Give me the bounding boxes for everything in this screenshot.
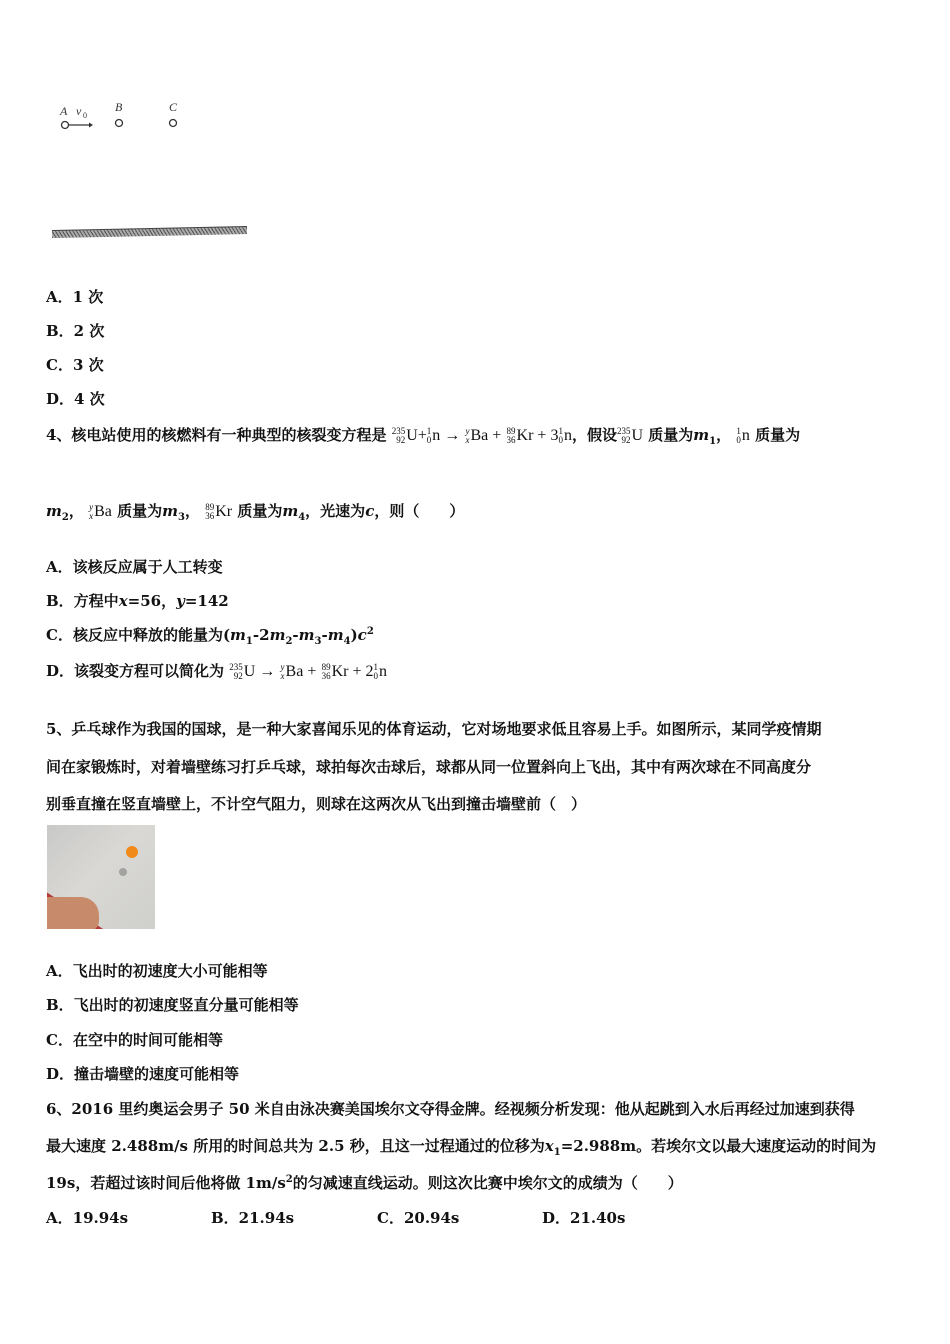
m3: m <box>162 502 178 520</box>
simplified-neutron: 1 0 n <box>373 662 387 682</box>
label-v-sub: 0 <box>83 111 87 120</box>
label-c: C <box>169 100 178 114</box>
q6-stem-line1: 6、2016 里约奥运会男子 50 米自由泳决赛美国埃尔文夺得金牌。经视频分析发现：他从起跳到入水后再经过加速到获得 <box>46 1100 855 1118</box>
q4-option-b-mid: =56， <box>127 592 177 610</box>
q3-option-b[interactable]: B．2 次 <box>46 322 105 340</box>
q6-stem-line3 <box>46 1172 683 1193</box>
q4-mass-label-2: 质量为 <box>755 426 801 444</box>
ping-pong-photo <box>47 825 155 929</box>
arrow-head <box>89 123 93 128</box>
q3-option-a[interactable]: A．1 次 <box>46 288 104 306</box>
q6-option-a[interactable]: A．19.94s <box>46 1209 129 1227</box>
q4-mass-label-3: 质量为 <box>117 502 163 520</box>
q6-line3-suffix: 的匀减速直线运动。则这次比赛中埃尔文的成绩为（ ） <box>292 1174 683 1192</box>
q3-option-d[interactable]: D．4 次 <box>46 390 105 408</box>
label-b: B <box>115 100 123 114</box>
c-symbol: c <box>365 502 375 520</box>
q4-option-d-prefix: D．该裂变方程可以简化为 <box>46 662 225 680</box>
simplified-krypton: 89 36 Kr + 2 <box>321 662 374 682</box>
krypton-nuclide: 89 36 Kr + 3 <box>506 426 559 446</box>
x-var: x <box>118 592 128 610</box>
q6-line2-suffix: =2.988m。若埃尔文以最大速度运动的时间为 <box>560 1137 877 1155</box>
ball-shadow <box>119 868 127 876</box>
unit-exponent: 2 <box>285 1174 293 1185</box>
q4-stem-line1: 4、核电站使用的核燃料有一种典型的核裂变方程是 235 92 U+ 1 0 n → y x Ba + 89 36 Kr + 3 1 0 n，假设 235 92 U 质量为$m_1$， 1 0 n 质量为 <box>46 426 801 447</box>
krypton-symbol: 89 36 Kr <box>205 502 233 522</box>
q6-option-d[interactable]: D．21.40s <box>542 1209 626 1227</box>
balls-diagram <box>55 98 195 134</box>
q4-mass-label-1: 质量为 <box>648 426 694 444</box>
q4-option-b[interactable] <box>46 590 229 611</box>
q6-line3-prefix: 19s，若超过该时间后他将做 1m/s <box>46 1174 286 1192</box>
ball-c <box>170 120 177 127</box>
uranium-nuclide: 235 92 U+ <box>391 426 427 446</box>
q6-line2-prefix: 最大速度 2.488m/s 所用的时间总共为 2.5 秒，且这一过程通过的位移为 <box>46 1137 545 1155</box>
q4-option-b-end: =142 <box>184 592 229 610</box>
q5-stem-line1: 5、乒乓球作为我国的国球，是一种大家喜闻乐见的体育运动，它对场地要求低且容易上手。如图所示，某同学疫情期 <box>46 720 822 738</box>
q4-stem-text: 4、核电站使用的核燃料有一种典型的核裂变方程是 <box>46 426 387 444</box>
q4-then: ，则（ ） <box>374 502 465 520</box>
simplified-barium: y x Ba + <box>280 662 317 682</box>
m2: m <box>46 502 62 520</box>
x1-sub: 1 <box>553 1147 561 1158</box>
simplified-uranium: 235 92 U → <box>229 662 276 682</box>
q4-option-a[interactable]: A．该核反应属于人工转变 <box>46 558 223 576</box>
q4-option-c[interactable]: C．核反应中释放的能量为$(m_1-2m_2-m_3-m_4)c^2$ <box>46 626 374 647</box>
ball-a <box>62 122 69 129</box>
ping-pong-ball <box>126 846 138 858</box>
uranium-symbol: 235 92 U <box>616 426 644 446</box>
barium-nuclide: y x Ba + <box>465 426 502 446</box>
q6-option-c[interactable]: C．20.94s <box>377 1209 460 1227</box>
q5-option-c[interactable]: C．在空中的时间可能相等 <box>46 1031 223 1049</box>
q4-option-d[interactable] <box>46 660 387 681</box>
m4: m <box>282 502 299 520</box>
x1-var: x <box>544 1137 554 1155</box>
label-v: v <box>76 104 82 118</box>
hand <box>47 897 99 929</box>
q4-mass-label-4: 质量为 <box>237 502 283 520</box>
q5-stem-line3: 别垂直撞在竖直墙壁上，不计空气阻力，则球在这两次从飞出到撞击墙壁前（ ） <box>46 795 587 813</box>
q4-suppose: ，假设 <box>571 426 617 444</box>
q5-option-b[interactable]: B．飞出时的初速度竖直分量可能相等 <box>46 996 299 1014</box>
q5-option-a[interactable]: A．飞出时的初速度大小可能相等 <box>46 962 268 980</box>
m1: m <box>693 426 710 444</box>
q4-light-speed: ，光速为 <box>305 502 366 520</box>
q4-option-c-prefix: C．核反应中释放的能量为( <box>46 626 231 644</box>
ball-b <box>116 120 123 127</box>
comma-1: ， <box>716 426 732 444</box>
q4-option-b-prefix: B．方程中 <box>46 592 119 610</box>
neutron-nuclide: 1 0 n → <box>426 426 461 446</box>
neutron-symbol: 1 0 n <box>736 426 750 446</box>
q4-stem-line2: $m_2$， y x Ba 质量为$m_3$， 89 36 Kr 质量为$m_4$，光速为c，则（ ） <box>46 502 465 523</box>
q6-stem-line2 <box>46 1135 876 1158</box>
y-var: y <box>176 592 185 610</box>
q6-option-b[interactable]: B．21.94s <box>211 1209 295 1227</box>
neutron-nuclide-2: 1 0 n <box>558 426 572 446</box>
label-a: A <box>60 104 68 118</box>
barium-symbol: y x Ba <box>89 502 112 522</box>
q5-option-d[interactable]: D．撞击墙壁的速度可能相等 <box>46 1065 240 1083</box>
q5-stem-line2: 间在家锻炼时，对着墙壁练习打乒乓球，球拍每次击球后，球都从同一位置斜向上飞出，其中有两次球在不同高度分 <box>46 758 812 776</box>
q3-option-c[interactable]: C．3 次 <box>46 356 104 374</box>
